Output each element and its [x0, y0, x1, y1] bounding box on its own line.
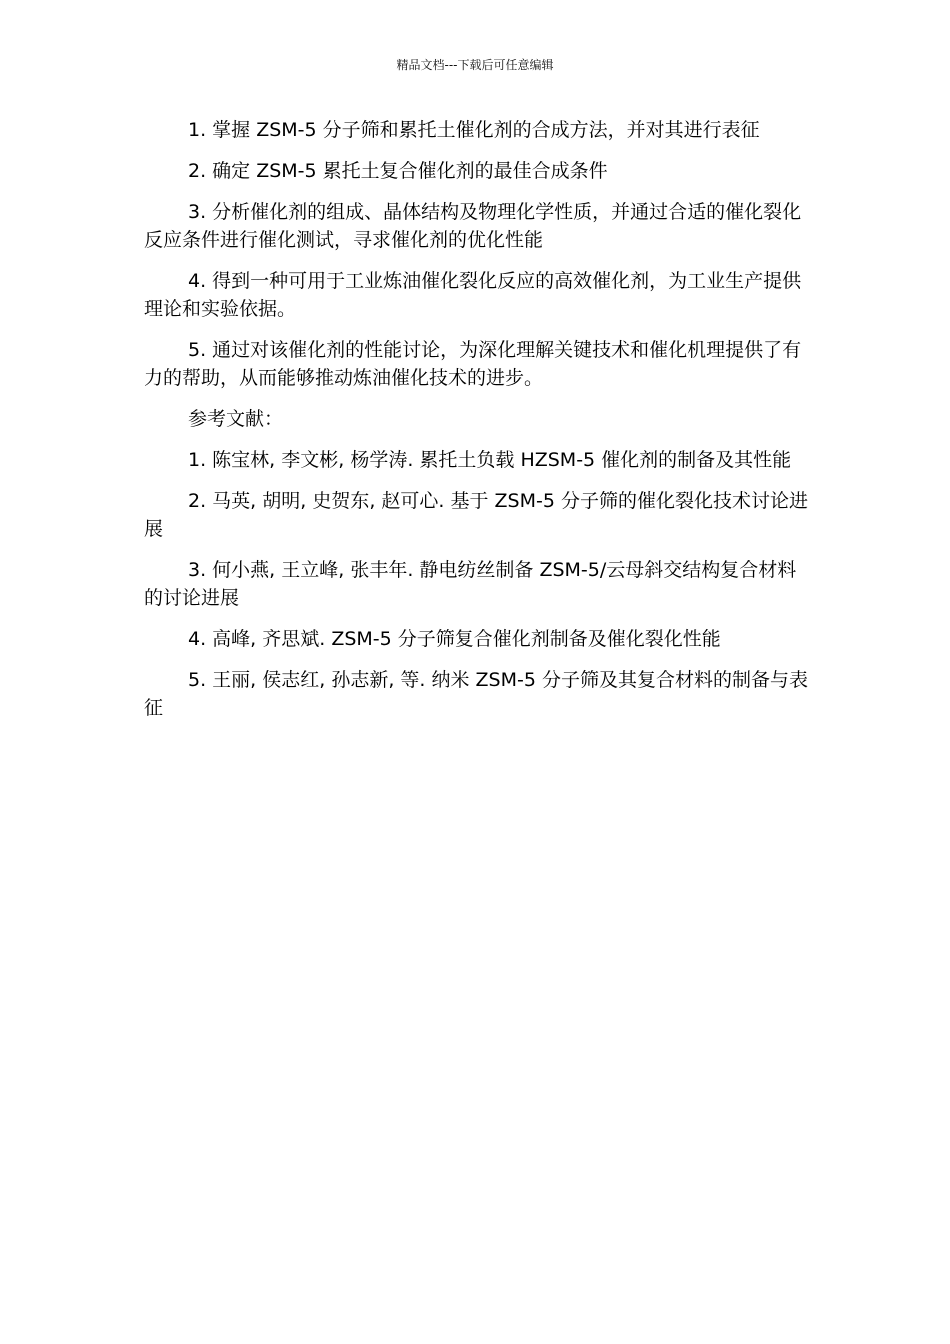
references-heading: 参考文献：	[188, 408, 284, 430]
reference-item-1: 1. 陈宝林, 李文彬, 杨学涛. 累托土负载 HZSM-5 催化剂的制备及其性能	[188, 449, 792, 471]
reference-item-3: 3. 何小燕, 王立峰, 张丰年. 静电纺丝制备 ZSM-5/云母斜交结构复合材料的讨论进展	[144, 559, 797, 609]
objective-item-2: 2. 确定 ZSM-5 累托土复合催化剂的最佳合成条件	[188, 160, 608, 182]
reference-item-2: 2. 马英, 胡明, 史贺东, 赵可心. 基于 ZSM-5 分子筛的催化裂化技术讨论进展	[144, 490, 808, 540]
document-body	[144, 116, 810, 735]
page-header: 精品文档---下载后可任意编辑	[396, 58, 554, 72]
reference-item-5: 5. 王丽, 侯志红, 孙志新, 等. 纳米 ZSM-5 分子筛及其复合材料的制备与表征	[144, 669, 808, 719]
objective-item-4: 4. 得到一种可用于工业炼油催化裂化反应的高效催化剂，为工业生产提供理论和实验依据。	[144, 270, 802, 320]
reference-item-4: 4. 高峰, 齐思斌. ZSM-5 分子筛复合催化剂制备及催化裂化性能	[188, 628, 721, 650]
objective-item-3: 3. 分析催化剂的组成、晶体结构及物理化学性质，并通过合适的催化裂化反应条件进行催化测试，寻求催化剂的优化性能	[144, 201, 802, 251]
objective-item-1: 1. 掌握 ZSM-5 分子筛和累托土催化剂的合成方法，并对其进行表征	[188, 119, 760, 141]
objective-item-5: 5. 通过对该催化剂的性能讨论，为深化理解关键技术和催化机理提供了有力的帮助，从而能够推动炼油催化技术的进步。	[144, 339, 802, 389]
